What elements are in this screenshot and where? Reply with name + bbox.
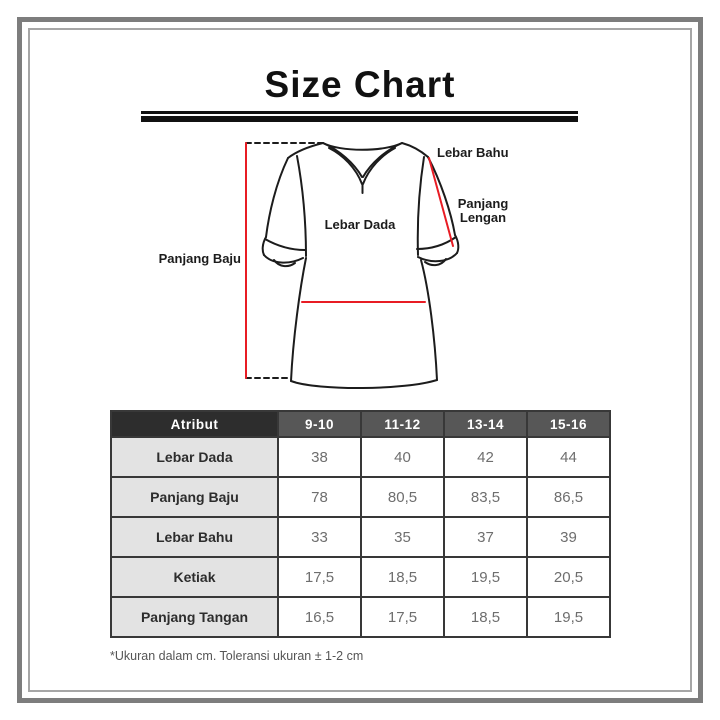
value-cell: 16,5 (278, 597, 361, 637)
value-cell: 17,5 (361, 597, 444, 637)
value-cell: 33 (278, 517, 361, 557)
size-table (110, 410, 611, 638)
value-cell: 80,5 (361, 477, 444, 517)
size-note: *Ukuran dalam cm. Toleransi ukuran ± 1-2 cm (110, 649, 364, 663)
header-cell-size-1: 9-10 (278, 411, 361, 437)
value-cell: 19,5 (527, 597, 610, 637)
table-row (111, 477, 610, 517)
panjang-lengan-label-line1: Panjang (457, 196, 509, 211)
lebar-dada-label: Lebar Dada (324, 217, 396, 232)
table-row (111, 437, 610, 477)
value-cell: 86,5 (527, 477, 610, 517)
shirt-left-sleeve-outer (266, 158, 288, 237)
value-cell: 83,5 (444, 477, 527, 517)
shirt-body-right-side (421, 260, 437, 380)
table-row (111, 557, 610, 597)
lebar-bahu-label: Lebar Bahu (437, 145, 509, 160)
row-label-cell: Lebar Dada (111, 437, 278, 477)
header-cell-size-3: 13-14 (444, 411, 527, 437)
value-cell: 44 (527, 437, 610, 477)
value-cell: 39 (527, 517, 610, 557)
shirt-right-cuff-outer (455, 235, 458, 253)
shirt-left-cuff-bottom (264, 255, 303, 263)
shirt-right-cuff-bottom (418, 253, 457, 261)
row-label-cell: Ketiak (111, 557, 278, 597)
table-row (111, 597, 610, 637)
panjang-baju-label: Panjang Baju (158, 251, 241, 266)
value-cell: 37 (444, 517, 527, 557)
shirt-collar-inner-left (329, 148, 362, 184)
header-cell-size-4: 15-16 (527, 411, 610, 437)
shirt-left-cuff-fold (265, 239, 305, 250)
value-cell: 78 (278, 477, 361, 517)
value-cell: 18,5 (444, 597, 527, 637)
page-title: Size Chart (264, 64, 456, 105)
value-cell: 18,5 (361, 557, 444, 597)
size-table-header-row (111, 411, 610, 437)
value-cell: 20,5 (527, 557, 610, 597)
value-cell: 42 (444, 437, 527, 477)
value-cell: 40 (361, 437, 444, 477)
header-cell-size-2: 11-12 (361, 411, 444, 437)
table-row (111, 517, 610, 557)
value-cell: 19,5 (444, 557, 527, 597)
row-label-cell: Panjang Baju (111, 477, 278, 517)
shirt-hem (291, 380, 437, 388)
shirt-body-left-side (291, 258, 306, 381)
shirt-right-armhole-seam (418, 157, 424, 255)
value-cell: 35 (361, 517, 444, 557)
panjang-lengan-label-line2: Lengan (459, 210, 507, 225)
shirt-collar-inner-right (363, 148, 395, 184)
value-cell: 38 (278, 437, 361, 477)
shirt-left-cuff-outer (263, 237, 266, 255)
row-label-cell: Lebar Bahu (111, 517, 278, 557)
shirt-outline (263, 143, 459, 388)
panjang-lengan-label (447, 197, 519, 225)
header-cell-atribut: Atribut (111, 411, 278, 437)
shirt-left-armhole-seam (297, 156, 306, 256)
value-cell: 17,5 (278, 557, 361, 597)
row-label-cell: Panjang Tangan (111, 597, 278, 637)
